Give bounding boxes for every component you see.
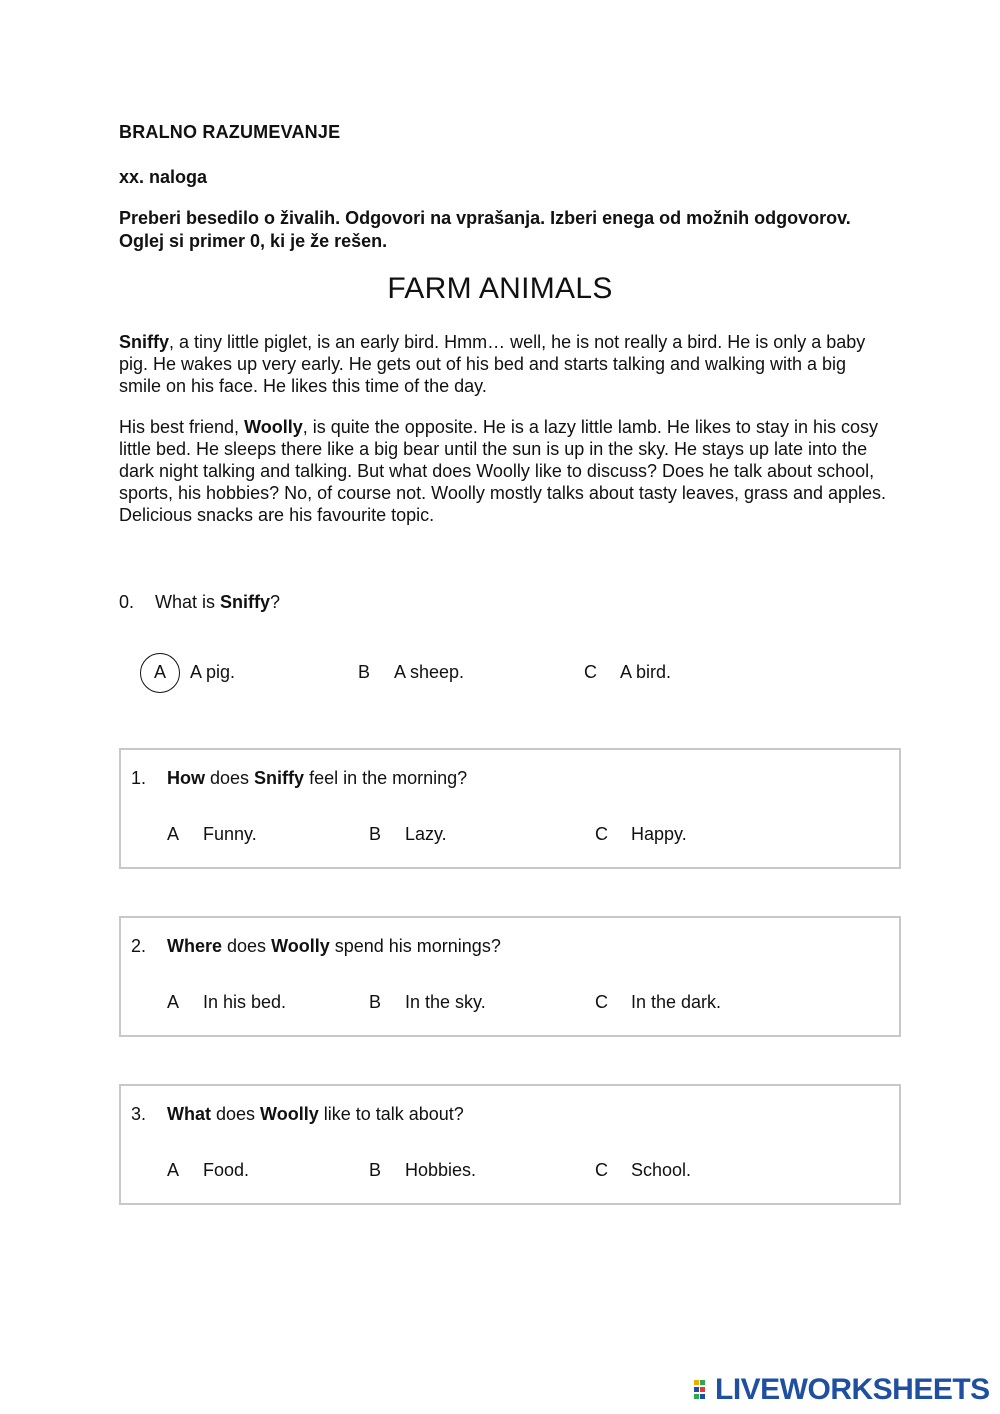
task-number: xx. naloga	[119, 167, 208, 187]
option-text: A pig.	[190, 662, 236, 682]
question-word: Where	[167, 936, 223, 956]
question-box-2	[119, 916, 901, 1037]
option-text: Hobbies.	[405, 1160, 477, 1180]
option-letter: B	[369, 992, 382, 1012]
option-text: In his bed.	[203, 992, 287, 1012]
example-option-a[interactable]	[154, 662, 235, 683]
liveworksheets-logo[interactable]	[693, 1373, 990, 1406]
q2-option-a[interactable]	[167, 992, 286, 1013]
option-letter: B	[369, 824, 382, 844]
question-text: feel in the morning?	[304, 768, 468, 788]
instructions: Preberi besedilo o živalih. Odgovori na vprašanja. Izberi enega od možnih odgovorov. Oglej si primer 0, ki je že rešen.	[119, 208, 851, 251]
q3-option-a[interactable]	[167, 1160, 249, 1181]
story-paragraph-1	[119, 331, 889, 397]
question-number: 1.	[131, 768, 147, 788]
liveworksheets-logo-icon	[693, 1378, 713, 1402]
question-name: Sniffy	[220, 592, 271, 612]
question-word: What	[167, 1104, 211, 1124]
question-text: What is	[155, 592, 221, 612]
option-text: A sheep.	[394, 662, 465, 682]
question-box-3	[119, 1084, 901, 1205]
example-option-b[interactable]	[358, 662, 464, 683]
question-word: How	[167, 768, 205, 788]
logo-text: LIVEWORKSHEETS	[715, 1373, 990, 1406]
q3-option-b[interactable]	[369, 1160, 476, 1181]
option-text: School.	[631, 1160, 692, 1180]
worksheet-title: BRALNO RAZUMEVANJE	[119, 122, 341, 142]
q1-option-c[interactable]	[595, 824, 687, 845]
question-text: spend his mornings?	[329, 936, 501, 956]
paragraph-text: , is quite the opposite. He is a lazy little lamb. He likes to stay in his cosy little bed. He sleeps there like a big bear until the sun is up in the sky. He stays up late into the dark night talking and talking. But what does Woolly like to discuss? Does he talk about school, sports, his hobbies? No, of course not. Woolly mostly talks about tasty leaves, grass and apples. Delicious snacks are his favourite topic.	[119, 417, 887, 525]
option-text: Lazy.	[405, 824, 447, 844]
q2-option-b[interactable]	[369, 992, 486, 1013]
option-letter: B	[369, 1160, 382, 1180]
option-letter: A	[167, 992, 180, 1012]
option-text: Happy.	[631, 824, 687, 844]
question-text: does	[205, 768, 255, 788]
option-letter: C	[584, 662, 597, 682]
paragraph-text: His best friend,	[119, 417, 245, 437]
story-title: FARM ANIMALS	[387, 272, 613, 305]
question-text: like to talk about?	[318, 1104, 464, 1124]
example-question	[119, 592, 280, 613]
question-box-1	[119, 748, 901, 869]
option-letter: C	[595, 1160, 608, 1180]
name-sniffy: Sniffy	[119, 332, 170, 352]
option-letter: A	[167, 1160, 180, 1180]
option-letter: C	[595, 992, 608, 1012]
q1-option-a[interactable]	[167, 824, 257, 845]
option-text: Food.	[203, 1160, 250, 1180]
question-3	[131, 1104, 464, 1125]
question-2	[131, 936, 501, 957]
option-letter: A	[167, 824, 180, 844]
question-text: does	[222, 936, 272, 956]
story-paragraph-2	[119, 416, 889, 526]
q2-option-c[interactable]	[595, 992, 721, 1013]
question-number: 3.	[131, 1104, 147, 1124]
question-number: 2.	[131, 936, 147, 956]
question-name: Sniffy	[254, 768, 305, 788]
option-letter: A	[154, 662, 167, 682]
question-text: does	[211, 1104, 261, 1124]
question-text: ?	[270, 592, 281, 612]
option-text: Funny.	[203, 824, 257, 844]
option-text: In the sky.	[405, 992, 486, 1012]
option-letter: C	[595, 824, 608, 844]
option-text: In the dark.	[631, 992, 722, 1012]
question-1	[131, 768, 467, 789]
question-name: Woolly	[271, 936, 330, 956]
q1-option-b[interactable]	[369, 824, 447, 845]
option-text: A bird.	[620, 662, 672, 682]
example-option-c[interactable]	[584, 662, 671, 683]
option-letter: B	[358, 662, 371, 682]
paragraph-text: , a tiny little piglet, is an early bird. Hmm… well, he is not really a bird. He is only a baby pig. He wakes up very early. He gets out of his bed and starts talking and walking with a big smile on his face. He likes this time of the day.	[119, 332, 866, 396]
q3-option-c[interactable]	[595, 1160, 691, 1181]
question-name: Woolly	[260, 1104, 319, 1124]
name-woolly: Woolly	[244, 417, 303, 437]
question-number: 0.	[119, 592, 135, 612]
